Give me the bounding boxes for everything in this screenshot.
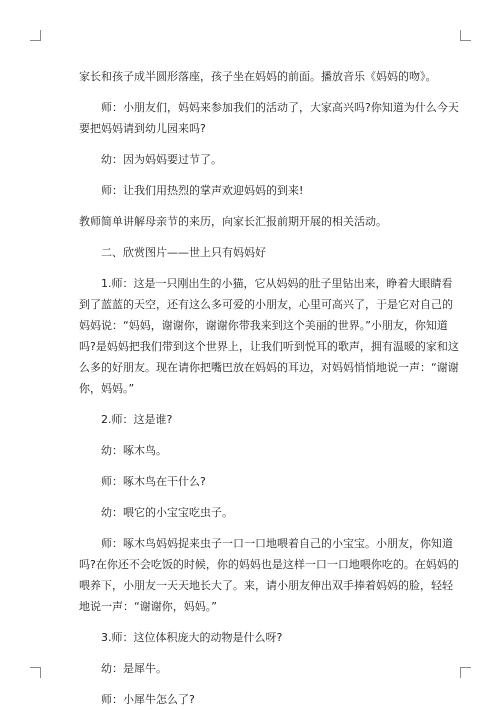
- paragraph: 师：让我们用热烈的掌声欢迎妈妈的到来!: [101, 184, 304, 197]
- section-heading: 二、欣赏图片——世上只有妈妈好: [101, 246, 266, 259]
- crop-mark-bottom-right: [460, 667, 471, 678]
- paragraph: 师：小犀牛怎么了?: [101, 693, 195, 706]
- paragraph: 3.师：这位体积庞大的动物是什么呀?: [101, 631, 283, 644]
- paragraph: 师：小朋友们，妈妈来参加我们的活动了，大家高兴吗?你知道为什么今天要把妈妈请到幼儿园来吗?: [79, 101, 459, 135]
- crop-mark-bottom-left: [30, 667, 41, 678]
- paragraph: 1.师：这是一只刚出生的小猫，它从妈妈的肚子里钻出来，睁着大眼睛看到了蓝蓝的天空，还有这么多可爱的小朋友，心里可高兴了，于是它对自己的妈妈说：“妈妈，谢谢你，谢谢你带我来到这个美丽的世界。”小朋友，你知道吗?是妈妈把我们带到这个世界上，让我们听到悦耳的歌声，拥有温暖的家和这么多的好朋友。现在请你把嘴巴放在妈妈的耳边，对妈妈悄悄地说一声：“谢谢你，妈妈。”: [79, 277, 459, 395]
- paragraph: 师：啄木鸟妈妈捉来虫子一口一口地喂着自己的小宝宝。小朋友，你知道吗?在你还不会吃饭的时候，你的妈妈也是这样一口一口地喂你吃的。在妈妈的喂养下，小朋友一天天地长大了。来，请小朋友伸出双手捧着妈妈的脸，轻轻地说一声：“谢谢你，妈妈。”: [79, 537, 459, 613]
- document-body: [79, 66, 459, 710]
- paragraph: 家长和孩子成半圆形落座，孩子坐在妈妈的前面。播放音乐《妈妈的吻》。: [79, 70, 437, 83]
- crop-mark-top-right: [460, 30, 471, 41]
- paragraph: 幼：喂它的小宝宝吃虫子。: [101, 506, 233, 519]
- paragraph: 2.师：这是谁?: [101, 413, 173, 426]
- paragraph: 师：啄木鸟在干什么?: [101, 475, 206, 488]
- crop-mark-top-left: [30, 30, 41, 41]
- paragraph: 幼：是犀牛。: [101, 662, 167, 675]
- paragraph: 幼：啄木鸟。: [101, 444, 167, 457]
- paragraph: 幼：因为妈妈要过节了。: [101, 153, 222, 166]
- paragraph: 教师简单讲解母亲节的来历，向家长汇报前期开展的相关活动。: [79, 215, 387, 228]
